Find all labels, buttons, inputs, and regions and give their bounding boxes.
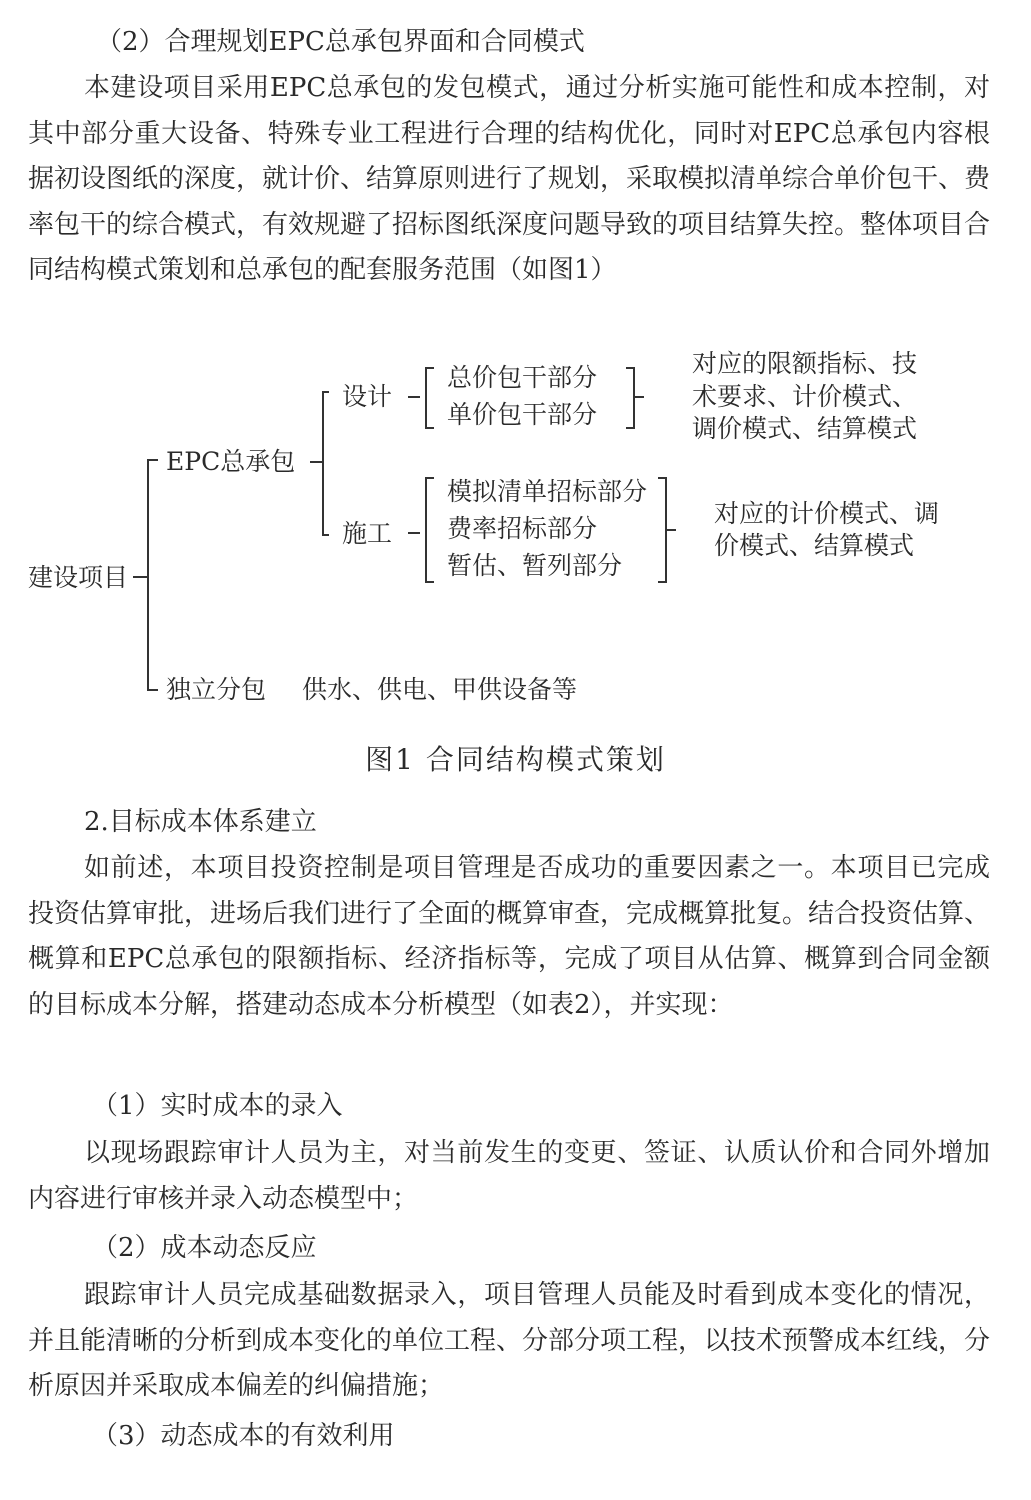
diagram-construction-label: 施工	[342, 519, 393, 548]
paragraph-target-cost: 如前述，本项目投资控制是项目管理是否成功的重要因素之一。本项目已完成投资估算审批，进场后我们进行了全面的概算审查，完成概算批复。结合投资估算、概算和EPC总承包的限额指标、经济指标等，完成了项目从估算、概算到合同金额的目标成本分解，搭建动态成本分析模型（如表2），并实现：	[28, 853, 991, 1020]
diagram-design-note: 术要求、计价模式、	[692, 382, 918, 411]
diagram-root-label: 建设项目	[28, 563, 129, 592]
subheading-cost-response: （2）成本动态反应	[92, 1233, 317, 1263]
section-heading: 2.目标成本体系建立	[84, 807, 317, 837]
diagram-epc-label: EPC总承包	[166, 447, 296, 476]
diagram-independent-items: 供水、供电、甲供设备等	[302, 675, 578, 704]
subheading-contract-mode: （2）合理规划EPC总承包界面和合同模式	[96, 27, 585, 57]
subheading-cost-utilization: （3）动态成本的有效利用	[92, 1421, 395, 1451]
diagram-construction-item: 暂估、暂列部分	[447, 551, 623, 580]
diagram-design-item: 总价包干部分	[447, 363, 598, 392]
diagram-construction-item: 费率招标部分	[447, 514, 598, 543]
diagram-design-note: 对应的限额指标、技	[692, 349, 918, 378]
diagram-construction-note: 对应的计价模式、调	[714, 499, 940, 528]
paragraph-cost-response: 跟踪审计人员完成基础数据录入，项目管理人员能及时看到成本变化的情况，并且能清晰的分析到成本变化的单位工程、分部分项工程，以技术预警成本红线，分析原因并采取成本偏差的纠偏措施；	[28, 1280, 991, 1401]
diagram-design-note: 调价模式、结算模式	[692, 414, 918, 443]
diagram-construction-note: 价模式、结算模式	[714, 531, 915, 560]
subheading-realtime-entry: （1）实时成本的录入	[92, 1091, 343, 1121]
figure-caption: 图1 合同结构模式策划	[365, 743, 666, 776]
diagram-independent-label: 独立分包	[166, 675, 267, 704]
diagram-design-label: 设计	[342, 382, 393, 411]
paragraph-epc-planning: 本建设项目采用EPC总承包的发包模式，通过分析实施可能性和成本控制，对其中部分重大设备、特殊专业工程进行合理的结构优化，同时对EPC总承包内容根据初设图纸的深度，就计价、结算原则进行了规划，采取模拟清单综合单价包干、费率包干的综合模式，有效规避了招标图纸深度问题导致的项目结算失控。整体项目合同结构模式策划和总承包的配套服务范围（如图1）	[28, 73, 991, 285]
paragraph-realtime-entry: 以现场跟踪审计人员为主，对当前发生的变更、签证、认质认价和合同外增加内容进行审核并录入动态模型中；	[28, 1138, 990, 1214]
diagram-construction-item: 模拟清单招标部分	[447, 477, 648, 506]
diagram-design-item: 单价包干部分	[447, 400, 598, 429]
